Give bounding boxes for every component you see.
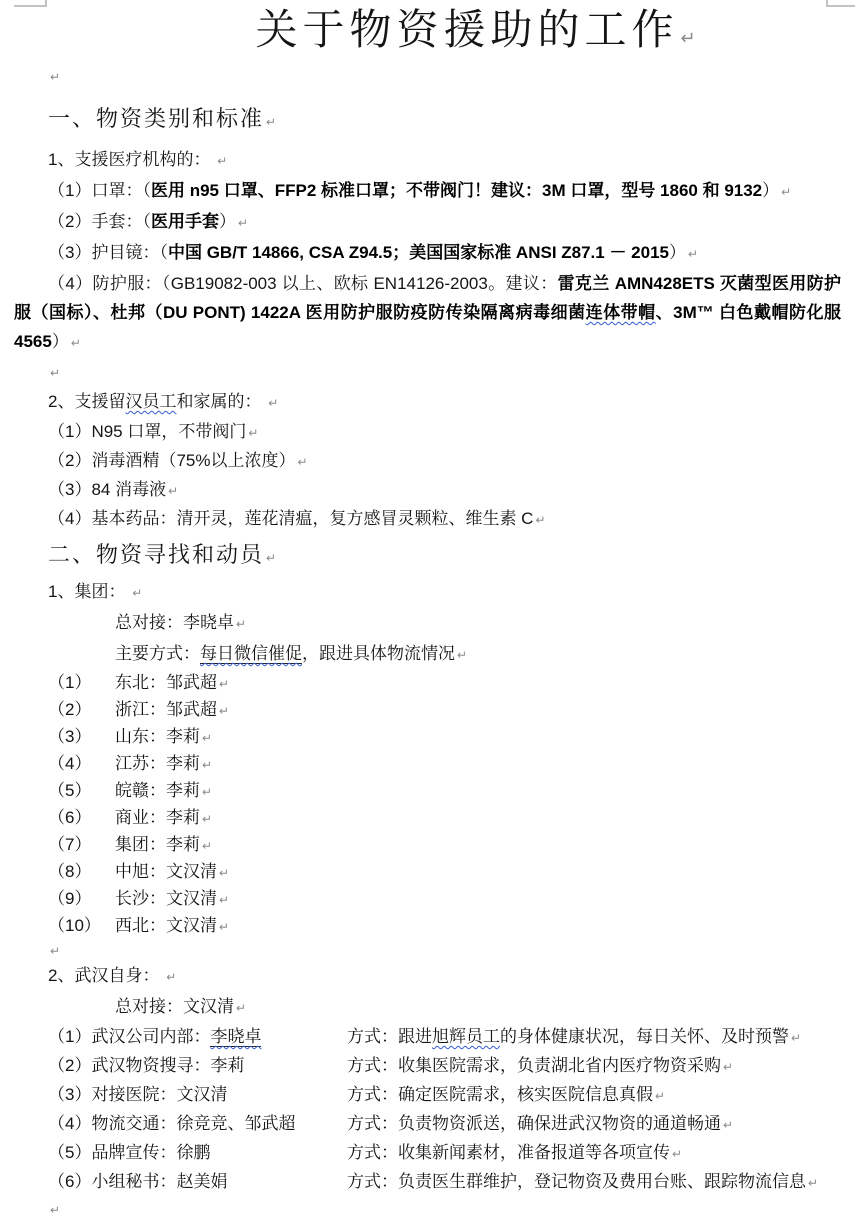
- doc-title: [110, 6, 841, 63]
- underlined-name: [210, 1027, 261, 1047]
- pilcrow-mark: ↵: [70, 336, 81, 350]
- pilcrow-mark: ↵: [219, 704, 230, 718]
- list-item-protective-suits: （4）防护服：（GB19082-003 以上、欧标 EN14126-2003。建议：雷克兰 AMN428ETS 灭菌型医用防护服（国标）、杜邦（DU PONT) 1422A 医用防护服防疫防传染隔离病毒细菌连体带帽、3M™ 白色戴帽防化服 4565） ↵: [14, 274, 842, 351]
- region-row: （2） 浙江：邹武超 ↵: [48, 700, 230, 719]
- role-assignee: （4）物流交通：徐竞竞、邹武超: [48, 1114, 296, 1133]
- role-row: [48, 1081, 841, 1110]
- role-assignee: （5）品牌宣传：徐鹏: [48, 1143, 211, 1162]
- section-heading-2: 二、物资寻找和动员 ↵: [48, 542, 277, 567]
- pilcrow-mark: ↵: [723, 1118, 734, 1132]
- pilcrow-mark: ↵: [266, 551, 277, 565]
- list-item-gloves: （2）手套：（医用手套） ↵: [48, 212, 249, 231]
- region-row: （8） 中旭：文汉清 ↵: [48, 862, 230, 881]
- empty-paragraph: [48, 1197, 841, 1222]
- region-row: （3） 山东：李莉 ↵: [48, 727, 213, 746]
- role-method: 方式：跟进旭辉员工的身体健康状况，每日关怀、及时预警 ↵: [347, 1027, 802, 1046]
- pilcrow-mark: ↵: [248, 426, 259, 440]
- para-wuhan-self: 2、武汉自身： ↵: [48, 966, 177, 985]
- pilcrow-mark: ↵: [781, 185, 792, 199]
- role-method: 方式：负责物资派送，确保进武汉物资的通道畅通 ↵: [347, 1114, 734, 1133]
- pilcrow-mark: ↵: [237, 216, 249, 230]
- pilcrow-mark: ↵: [50, 944, 61, 958]
- role-row: [48, 1052, 841, 1081]
- pilcrow-mark: ↵: [166, 970, 177, 984]
- pilcrow-mark: ↵: [50, 1203, 61, 1217]
- wavy-underline-text: 李晓卓: [210, 1027, 262, 1046]
- para-support-staff: 2、支援留汉员工和家属的： ↵: [48, 392, 279, 411]
- pilcrow-mark: ↵: [688, 247, 699, 261]
- para-wuhan-contact: 总对接：文汉清 ↵: [115, 997, 247, 1016]
- pilcrow-mark: ↵: [202, 731, 213, 745]
- role-method: 方式：负责医生群维护，登记物资及费用台账、跟踪物流信息 ↵: [347, 1172, 819, 1191]
- role-row: [48, 1110, 841, 1139]
- region-row: （5） 皖赣：李莉 ↵: [48, 781, 213, 800]
- role-method: 方式：收集医院需求，负责湖北省内医疗物资采购 ↵: [347, 1056, 734, 1075]
- region-row: （10） 西北：文汉清 ↵: [48, 916, 230, 935]
- underlined-text: [200, 644, 302, 664]
- list-item: （2）消毒酒精（75%以上浓度） ↵: [48, 451, 308, 470]
- region-row: （1） 东北：邹武超 ↵: [48, 673, 230, 692]
- role-assignee: （2）武汉物资搜寻：李莉: [48, 1056, 245, 1075]
- pilcrow-mark: ↵: [217, 154, 228, 168]
- role-assignee: （1）武汉公司内部：李晓卓: [48, 1027, 262, 1046]
- empty-paragraph: [48, 940, 841, 961]
- margin-crop-mark-left: [14, 0, 47, 7]
- pilcrow-mark: ↵: [219, 893, 230, 907]
- pilcrow-mark: ↵: [219, 677, 230, 691]
- list-item-goggles: （3）护目镜：（中国 GB/T 14866, CSA Z94.5；美国国家标准 ANSI Z87.1 － 2015） ↵: [48, 243, 699, 262]
- para-group: 1、集团： ↵: [48, 582, 143, 601]
- role-method: 方式：确定医院需求，核实医院信息真假 ↵: [347, 1085, 666, 1104]
- empty-paragraph: [48, 63, 841, 90]
- role-row: [48, 1139, 841, 1168]
- pilcrow-mark: ↵: [655, 1089, 666, 1103]
- pilcrow-mark: ↵: [50, 70, 61, 84]
- pilcrow-mark: ↵: [219, 920, 230, 934]
- pilcrow-mark: ↵: [236, 617, 247, 631]
- para-support-medical: 1、支援医疗机构的： ↵: [48, 150, 228, 169]
- role-method: 方式：收集新闻素材，准备报道等各项宣传 ↵: [347, 1143, 683, 1162]
- pilcrow-mark: ↵: [297, 455, 308, 469]
- pilcrow-mark: ↵: [535, 513, 546, 527]
- pilcrow-mark: ↵: [236, 1001, 247, 1015]
- pilcrow-mark: ↵: [168, 484, 179, 498]
- pilcrow-mark: ↵: [50, 366, 61, 380]
- pilcrow-mark: ↵: [202, 758, 213, 772]
- list-item: （1）N95 口罩，不带阀门 ↵: [48, 422, 259, 441]
- role-assignee: （6）小组秘书：赵美娟: [48, 1172, 228, 1191]
- wavy-underline-text: 连体带帽: [585, 303, 656, 322]
- pilcrow-mark: ↵: [219, 866, 230, 880]
- wavy-underline-text: 汉员工: [125, 392, 177, 411]
- margin-crop-mark-right: [826, 0, 855, 7]
- pilcrow-mark: ↵: [266, 115, 277, 129]
- section-heading-1: 一、物资类别和标准 ↵: [48, 106, 277, 131]
- role-row: [48, 1023, 841, 1052]
- doc-title-text: 关于物资援助的工作: [255, 8, 679, 54]
- wavy-underline-text: 每日微信催促: [200, 644, 302, 663]
- list-item: （4）基本药品：清开灵，莲花清瘟，复方感冒灵颗粒、维生素 C ↵: [48, 509, 546, 528]
- pilcrow-mark: ↵: [723, 1060, 734, 1074]
- region-row: （9） 长沙：文汉清 ↵: [48, 889, 230, 908]
- wavy-underline-text: 旭辉员工: [432, 1027, 500, 1046]
- region-row: （7） 集团：李莉 ↵: [48, 835, 213, 854]
- pilcrow-mark: ↵: [457, 648, 468, 662]
- pilcrow-mark: ↵: [202, 812, 213, 826]
- region-row: （6） 商业：李莉 ↵: [48, 808, 213, 827]
- list-item: （3）84 消毒液 ↵: [48, 480, 179, 499]
- empty-paragraph: [48, 358, 841, 387]
- pilcrow-mark: ↵: [808, 1176, 819, 1190]
- pilcrow-mark: ↵: [791, 1031, 802, 1045]
- pilcrow-mark: ↵: [268, 396, 279, 410]
- pilcrow-mark: ↵: [202, 785, 213, 799]
- role-assignee: （3）对接医院：文汉清: [48, 1085, 228, 1104]
- pilcrow-mark: ↵: [202, 839, 213, 853]
- para-main-method: 主要方式：每日微信催促，跟进具体物流情况 ↵: [115, 644, 468, 663]
- para-main-contact: 总对接：李晓卓 ↵: [115, 613, 247, 632]
- list-item-masks: （1）口罩：（医用 n95 口罩、FFP2 标准口罩；不带阀门！建议：3M 口罩，型号 1860 和 9132） ↵: [48, 181, 792, 200]
- pilcrow-mark: ↵: [132, 586, 143, 600]
- pilcrow-mark: ↵: [680, 28, 696, 48]
- region-row: （4） 江苏：李莉 ↵: [48, 754, 213, 773]
- role-row: [48, 1168, 841, 1197]
- pilcrow-mark: ↵: [672, 1147, 683, 1161]
